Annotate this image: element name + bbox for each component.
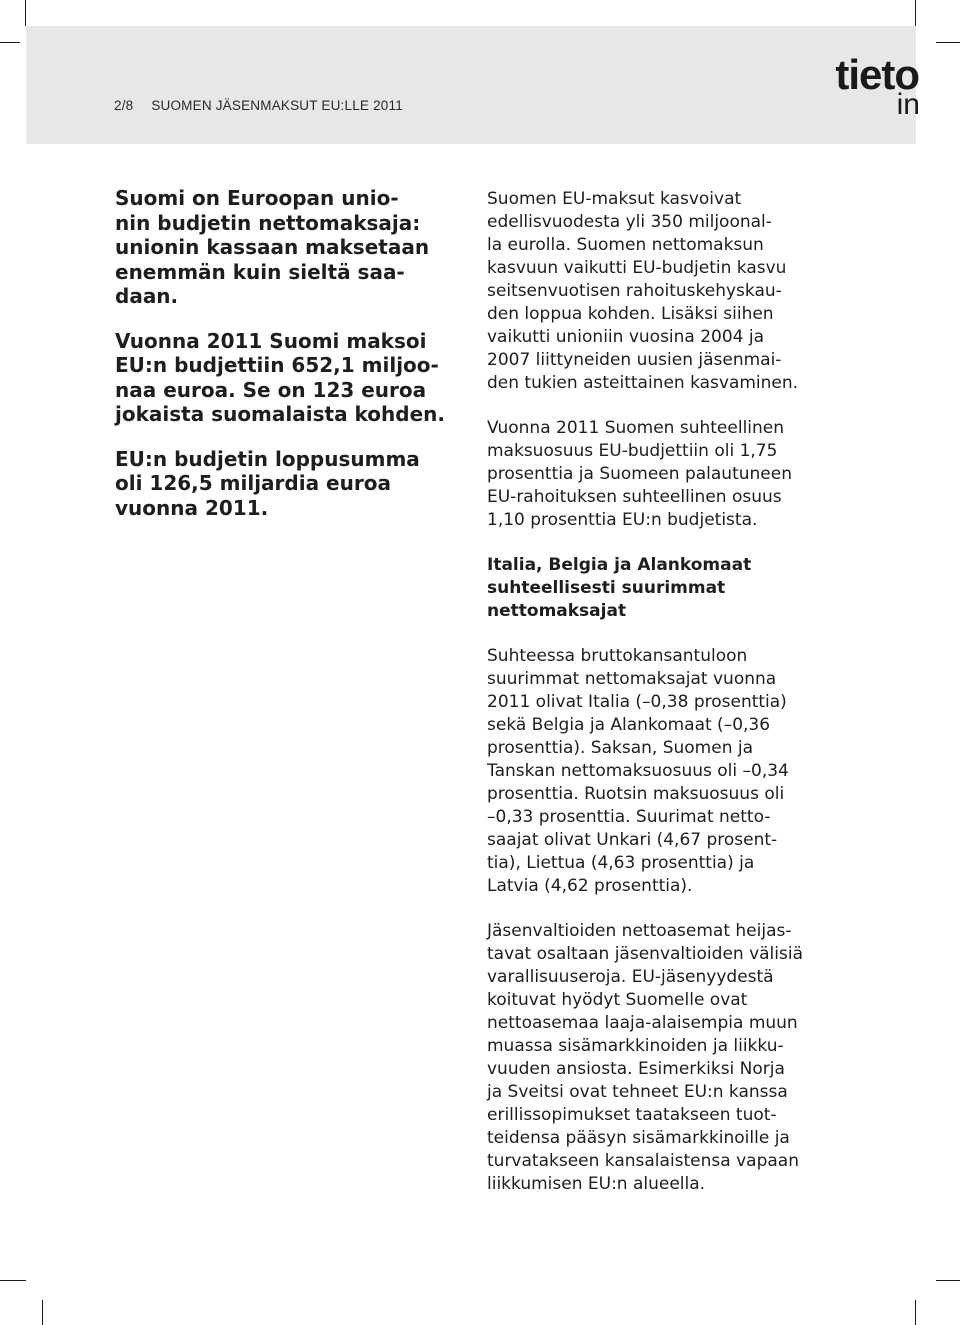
text-line: nin budjetin nettomaksaja: <box>115 210 421 235</box>
text-line: tia), Liettua (4,63 prosenttia) ja <box>487 853 755 873</box>
text-line: Vuonna 2011 Suomen suhteellinen <box>487 418 785 438</box>
text-line: den loppua kohden. Lisäksi siihen <box>487 304 774 324</box>
text-line: Jäsenvaltioiden nettoasemat heijas- <box>487 921 792 941</box>
page-number: 2/8 <box>114 98 134 113</box>
body-paragraph <box>487 417 837 532</box>
summary-paragraph <box>115 447 465 521</box>
summary-paragraph <box>115 186 465 309</box>
text-line: vuonna 2011. <box>115 495 269 520</box>
text-line: EU:n budjettiin 652,1 miljoo- <box>115 353 439 377</box>
crop-mark <box>936 42 960 43</box>
text-line: erillissopimukset taatakseen tuot- <box>487 1105 777 1125</box>
body-paragraph <box>487 645 837 898</box>
text-line: Tanskan nettomaksuosuus oli –0,34 <box>487 761 789 781</box>
logo: tieto <box>835 51 919 98</box>
crop-mark <box>936 1280 960 1281</box>
text-line: tavat osaltaan jäsenvaltioiden välisiä <box>487 944 804 964</box>
text-line: kasvuun vaikutti EU-budjetin kasvu <box>487 258 787 278</box>
text-line: prosenttia). Saksan, Suomen ja <box>487 738 754 758</box>
heading-line: nettomaksajat <box>487 601 627 621</box>
crop-mark <box>0 42 20 43</box>
crop-mark <box>915 1300 916 1325</box>
text-line: Latvia (4,62 prosenttia). <box>487 876 693 896</box>
text-line: den tukien asteittainen kasvaminen. <box>487 373 799 393</box>
text-line: Vuonna 2011 Suomi maksoi <box>115 328 427 353</box>
text-line: Suomi on Euroopan unio- <box>115 186 399 210</box>
text-line: la eurolla. Suomen nettomaksun <box>487 235 764 255</box>
text-line: 1,10 prosenttia EU:n budjetista. <box>487 510 758 530</box>
text-line: prosenttia ja Suomeen palautuneen <box>487 464 792 484</box>
text-line: Suomen EU-maksut kasvoivat <box>487 189 742 209</box>
body-paragraph <box>487 920 837 1196</box>
text-line: saajat olivat Unkari (4,67 prosent- <box>487 830 778 850</box>
text-line: teidensa pääsyn sisämarkkinoille ja <box>487 1128 790 1148</box>
page-header <box>26 26 920 144</box>
heading-line: suhteellisesti suurimmat <box>487 578 726 598</box>
crop-mark <box>0 1280 26 1281</box>
crop-mark <box>25 0 26 26</box>
section-heading <box>487 554 837 623</box>
text-line: vaikutti unioniin vuosina 2004 ja <box>487 327 765 347</box>
text-line: EU-rahoituksen suhteellinen osuus <box>487 487 782 507</box>
section-title: SUOMEN JÄSENMAKSUT EU:LLE 2011 <box>151 98 403 113</box>
body-paragraph <box>487 188 837 395</box>
summary-paragraph <box>115 329 465 427</box>
text-line: varallisuuseroja. EU-jäsenyydestä <box>487 967 774 987</box>
text-line: jokaista suomalaista kohden. <box>115 402 445 426</box>
text-line: suurimmat nettomaksajat vuonna <box>487 669 777 689</box>
text-line: EU:n budjetin loppusumma <box>115 446 420 471</box>
text-line: nettoasemaa laaja-alaisempia muun <box>487 1013 798 1033</box>
text-line: enemmän kuin sieltä saa- <box>115 259 405 284</box>
text-line: muassa sisämarkkinoiden ja liikku- <box>487 1036 784 1056</box>
summary-column <box>115 186 465 540</box>
text-line: daan. <box>115 284 179 308</box>
text-line: liikkumisen EU:n alueella. <box>487 1174 706 1194</box>
crop-mark <box>915 0 916 26</box>
text-line: koituvat hyödyt Suomelle ovat <box>487 990 748 1010</box>
text-line: seitsenvuotisen rahoituskehyskau- <box>487 281 782 301</box>
text-line: Suhteessa bruttokansantuloon <box>487 646 748 666</box>
text-line: edellisvuodesta yli 350 miljoonal- <box>487 212 772 232</box>
text-line: sekä Belgia ja Alankomaat (–0,36 <box>487 715 771 735</box>
text-line: oli 126,5 miljardia euroa <box>115 471 391 495</box>
text-line: unionin kassaan maksetaan <box>115 235 430 259</box>
logo-sub: in <box>896 88 920 121</box>
text-line: 2007 liittyneiden uusien jäsenmai- <box>487 350 782 370</box>
text-line: 2011 olivat Italia (–0,38 prosenttia) <box>487 692 787 712</box>
text-line: ja Sveitsi ovat tehneet EU:n kanssa <box>487 1082 788 1102</box>
text-line: –0,33 prosenttia. Suurimat netto- <box>487 807 771 827</box>
text-line: turvatakseen kansalaistensa vapaan <box>487 1151 799 1171</box>
crop-mark <box>42 1300 43 1325</box>
body-column <box>487 188 837 1218</box>
text-line: prosenttia. Ruotsin maksuosuus oli <box>487 784 785 804</box>
header-title <box>114 98 403 113</box>
heading-line: Italia, Belgia ja Alankomaat <box>487 555 752 575</box>
text-line: naa euroa. Se on 123 euroa <box>115 377 427 402</box>
text-line: vuuden ansiosta. Esimerkiksi Norja <box>487 1059 785 1079</box>
text-line: maksuosuus EU-budjettiin oli 1,75 <box>487 441 778 461</box>
